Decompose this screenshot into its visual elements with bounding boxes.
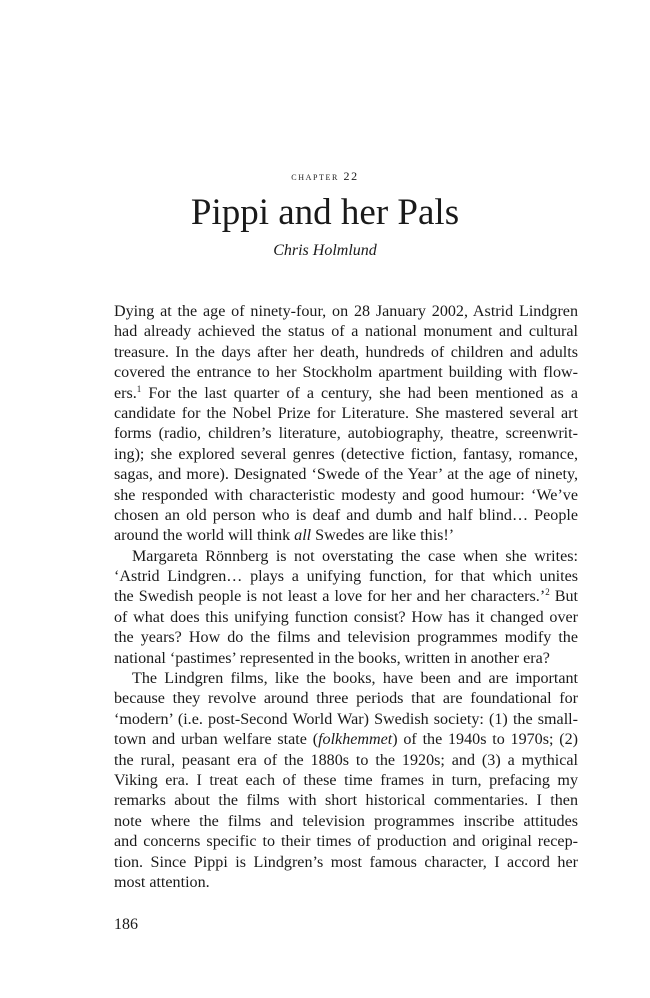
author-name: Chris Holmlund <box>273 242 377 259</box>
text-line: Dying at the age of ninety-four, on 28 January 2002, Astrid Lindgren <box>114 303 578 320</box>
text-line: the rural, peasant era of the 1880s to the 1920s; and (3) a mythical <box>114 751 578 769</box>
text-line: covered the entrance to her Stockholm apartment building with flow- <box>114 364 578 382</box>
chapter-title: Pippi and her Pals <box>190 192 460 233</box>
text-line: town and urban welfare state (folkhemmet) of the 1940s to 1970s; (2) <box>114 731 578 749</box>
text-line: the years? How do the films and television programmes modify the <box>114 629 578 647</box>
text-line: sagas, and more). Designated ‘Swede of the Year’ at the age of ninety, <box>114 466 578 484</box>
italic-text: folkhemmet <box>318 731 393 749</box>
text-line: note where the films and television programmes inscribe attitudes <box>114 812 578 830</box>
text-line: the Swedish people is not least a love for her and her characters.’$^2$ But <box>114 587 579 606</box>
text-line: ing); she explored several genres (detective fiction, fantasy, romance, <box>114 445 578 463</box>
text-line: candidate for the Nobel Prize for Literature. She mastered several art <box>114 404 578 422</box>
text-line: of what does this unifying function consist? How has it changed over <box>114 608 578 626</box>
text-line: chosen an old person who is deaf and dumb and half blind… People <box>114 506 578 524</box>
text-line: she responded with characteristic modesty and good humour: ‘We’ve <box>114 486 578 504</box>
text-line: ‘modern’ (i.e. post-Second World War) Swedish society: (1) the small- <box>114 710 578 728</box>
text-line: remarks about the films with short historical commentaries. I then <box>114 792 578 810</box>
text-line: tion. Since Pippi is Lindgren’s most famous character, I accord her <box>114 853 578 871</box>
text-line: Margareta Rönnberg is not overstating the case when she writes: <box>132 547 578 565</box>
body-text <box>114 302 578 893</box>
text-line: national ‘pastimes’ represented in the books, written in another era? <box>114 649 550 667</box>
footnote-ref: 1 <box>136 383 142 394</box>
text-line: forms (radio, children’s literature, autobiography, theatre, screenwrit- <box>114 425 578 443</box>
text-line: ers.$^1$ For the last quarter of a century, she had been mentioned as a <box>114 383 578 402</box>
text-line: The Lindgren films, like the books, have been and are important <box>132 670 578 688</box>
page-number: 186 <box>114 916 138 933</box>
text-line: around the world will think all Swedes are like this!’ <box>114 527 455 545</box>
text-line: Viking era. I treat each of these time frames in turn, prefacing my <box>114 771 578 789</box>
text-line: because they revolve around three periods that are foundational for <box>114 690 578 708</box>
text-line: most attention. <box>114 873 210 891</box>
chapter-label: chapter 22 <box>291 169 359 183</box>
text-line: ‘Astrid Lindgren… plays a unifying function, for that which unites <box>114 568 578 586</box>
text-line: and concerns specific to their times of production and original recep- <box>114 833 578 851</box>
footnote-ref: 2 <box>545 587 550 598</box>
text-line: treasure. In the days after her death, hundreds of children and adults <box>114 343 578 361</box>
text-line: had already achieved the status of a national monument and cultural <box>114 323 578 341</box>
italic-text: all <box>294 527 312 545</box>
